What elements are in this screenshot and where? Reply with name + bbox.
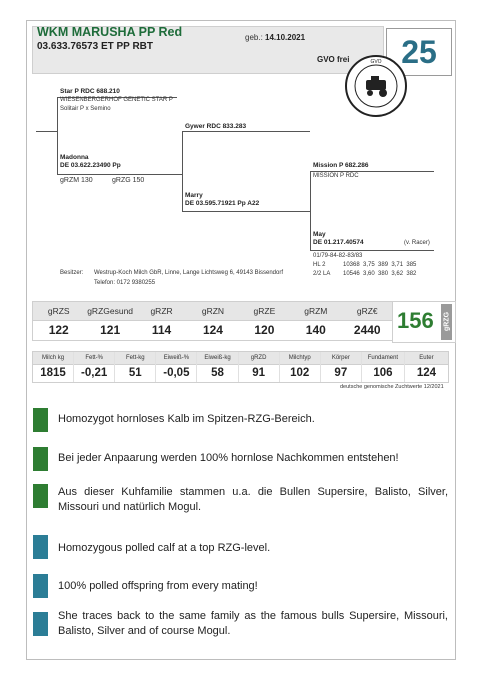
birth-label: geb.:: [245, 33, 263, 42]
pedigree-line: [57, 174, 182, 175]
detail-value-cell: 58: [197, 364, 238, 382]
bullet-marker-blue: [33, 612, 48, 636]
dam-dam-name: Marry: [185, 192, 203, 199]
animal-name: WKM MARUSHA PP Red: [37, 25, 183, 39]
detail-value-cell: -0,21: [74, 364, 115, 382]
grz-value-cell: 2440: [353, 323, 381, 337]
ddam-sire-breeder: MISSION P RDC: [313, 173, 359, 179]
grz-detail-table: [32, 351, 447, 381]
grz-header-cell: gRZN: [201, 306, 225, 316]
grz-value-cell: 124: [202, 323, 223, 337]
dam-grzm: gRZM 130: [60, 177, 93, 184]
dam-name: Madonna: [60, 154, 89, 161]
detail-header-cell: Fundament: [362, 352, 405, 364]
grz-header-cell: gRZM: [304, 306, 328, 316]
dam-grzg: gRZG 150: [112, 177, 145, 184]
detail-value-cell: 91: [239, 364, 280, 382]
gvo-seal-icon: [344, 54, 408, 118]
bullet-marker-green: [33, 484, 48, 508]
bullet-text: 100% polled offspring from every mating!: [58, 580, 258, 592]
breeding-values-footnote: deutsche genomische Zuchtwerte 12/2021: [340, 384, 444, 390]
bullet-marker-blue: [33, 535, 48, 559]
detail-header-cell: Fett-%: [74, 352, 115, 364]
detail-value-cell: -0,05: [156, 364, 197, 382]
ddam-dam-name: May: [313, 231, 326, 238]
grz-header-cell: gRZS: [47, 306, 70, 316]
pedigree-line: [310, 171, 311, 251]
dam-id: DE 03.622.23490 Pp: [60, 162, 121, 169]
sire-parents: Solitair P x Semino: [60, 106, 111, 112]
grz-main-table: [32, 301, 392, 341]
pedigree-line: [182, 131, 183, 211]
ddam-dam-note: (v. Racer): [404, 240, 430, 246]
grz-value-cell: 140: [305, 323, 326, 337]
sire-breeder: WIESENBERGERHOF GENETIC STAR P: [60, 97, 173, 103]
detail-header-cell: Milch kg: [33, 352, 74, 364]
bullet-text: Bei jeder Anpaarung werden 100% hornlose Nachkommen entstehen!: [58, 452, 399, 464]
grz-header-cell: gRZ€: [356, 306, 378, 316]
grz-header-cell: gRZGesund: [87, 306, 134, 316]
gvo-free-label: GVO frei: [317, 55, 350, 64]
grz-main-header: [32, 301, 394, 321]
owner-address: Westrup-Koch Milch GbR, Linne, Lange Lichtsweg 6, 49143 Bissendorf: [94, 270, 283, 276]
detail-value-cell: 97: [321, 364, 362, 382]
svg-text:GVO: GVO: [370, 59, 382, 65]
detail-header-cell: gRZD: [239, 352, 280, 364]
grz-header-cell: gRZE: [253, 306, 276, 316]
bullet-marker-blue: [33, 574, 48, 598]
detail-value-cell: 102: [280, 364, 321, 382]
pedigree-line: [36, 131, 57, 132]
hl-label: HL 2: [313, 262, 326, 268]
grz-header-cell: gRZR: [150, 306, 173, 316]
detail-header-cell: Milchtyp: [280, 352, 321, 364]
bullet-marker-green: [33, 408, 48, 432]
owner-phone: Telefon: 0172 9380255: [94, 280, 156, 286]
lactation-line: 01/79-84-82-83/83: [313, 253, 363, 259]
grzg-value: 156: [397, 308, 434, 333]
pedigree-line: [57, 97, 58, 175]
grzg-box: [392, 301, 456, 343]
grz-detail-values: [32, 364, 449, 383]
pedigree-line: [182, 131, 310, 132]
grz-main-values: [32, 320, 394, 341]
ddam-dam-id: DE 01.217.40574: [313, 239, 364, 246]
grz-value-cell: 120: [254, 323, 275, 337]
detail-value-cell: 106: [362, 364, 405, 382]
detail-value-cell: 1815: [33, 364, 74, 382]
detail-value-cell: 51: [115, 364, 156, 382]
pedigree-line: [310, 250, 434, 251]
pedigree-line: [182, 211, 310, 212]
hl-values: 10368 3,75 389 3,71 385: [343, 262, 417, 268]
bullet-text: She traces back to the same family as the famous bulls Supersire, Missouri, Balisto, Silver and of course Mogul.: [58, 610, 448, 637]
dam-sire-name: Gywer RDC 833.283: [185, 123, 247, 130]
detail-header-cell: Fett-kg: [115, 352, 156, 364]
grz-value-cell: 114: [151, 323, 172, 337]
bullet-text: Homozygot hornloses Kalb im Spitzen-RZG-Bereich.: [58, 413, 315, 425]
catalog-number: 25: [386, 28, 452, 76]
detail-header-cell: Euter: [419, 355, 434, 361]
bullet-marker-green: [33, 447, 48, 471]
bullet-text: Homozygous polled calf at a top RZG-level.: [58, 542, 271, 554]
detail-header-cell: Eiweiß-kg: [197, 352, 238, 364]
owner-label: Besitzer:: [60, 270, 84, 276]
grz-value-cell: 121: [100, 323, 121, 337]
dam-dam-id: DE 03.595.71921 Pp A22: [185, 200, 260, 207]
detail-header-cell: Körper: [321, 352, 362, 364]
la-values: 10546 3,60 380 3,62 382: [343, 271, 417, 277]
sire-name: Star P RDC 688.210: [60, 88, 120, 95]
grzg-tag-label: gRZG: [443, 311, 451, 332]
bullet-text: Aus dieser Kuhfamilie stammen u.a. die Bullen Supersire, Balisto, Silver, Missouri und natürlich Mogul.: [58, 486, 448, 513]
detail-header-cell: Eiweiß-%: [156, 352, 197, 364]
animal-id: 03.633.76573 ET PP RBT: [37, 41, 153, 52]
grz-value-cell: 122: [48, 323, 69, 337]
birth-date: 14.10.2021: [265, 33, 306, 42]
la-label: 2/2 LA: [313, 271, 331, 277]
detail-value-cell: 124: [416, 367, 437, 379]
grz-detail-header: [32, 351, 449, 365]
ddam-sire-name: Mission P 682.286: [313, 162, 369, 169]
pedigree-line: [310, 171, 434, 172]
